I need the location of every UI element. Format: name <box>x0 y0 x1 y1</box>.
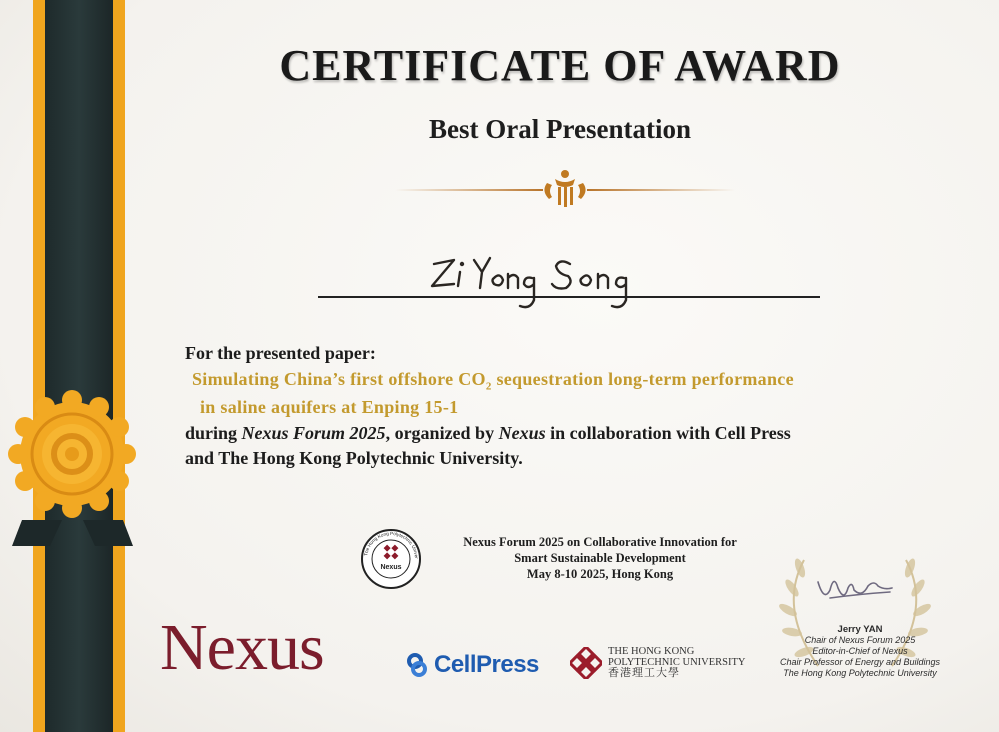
paper-title-part2: sequestration long-term performance <box>491 369 794 389</box>
seal-ring-text: The Hong Kong Polytechnic Univer <box>363 530 420 559</box>
paper-title-line2: in saline aquifers at Enping 15-1 <box>200 396 459 417</box>
university-seal-icon <box>360 528 422 590</box>
recipient-name-underline <box>318 296 820 298</box>
forum-line2: Smart Sustainable Development <box>514 551 686 565</box>
during-prefix: during <box>185 423 242 443</box>
organizer-name: Nexus <box>498 423 546 443</box>
signer-block <box>760 624 960 679</box>
paper-title <box>192 369 794 417</box>
cellpress-text: CellPress <box>434 651 539 678</box>
forum-line1: Nexus Forum 2025 on Collaborative Innovation for <box>463 535 737 549</box>
event-description <box>185 421 945 471</box>
gold-medal-icon <box>8 390 136 518</box>
presented-paper-label: For the presented paper: <box>185 343 376 363</box>
ribbon-dark-band <box>45 0 113 732</box>
polyu-line1: THE HONG KONG <box>608 646 695 657</box>
signer-role1: Chair of Nexus Forum 2025 <box>804 635 916 645</box>
signer-role3: Chair Professor of Energy and Buildings <box>779 657 941 667</box>
forum-info <box>440 534 760 582</box>
cellpress-logo <box>405 651 539 679</box>
paper-title-part1: Simulating China’s first offshore CO <box>192 369 486 389</box>
during-line2: and The Hong Kong Polytechnic University. <box>185 448 523 468</box>
certificate-title: CERTIFICATE OF AWARD <box>279 41 841 90</box>
during-mid: , organized by <box>385 423 499 443</box>
signer-role4: The Hong Kong Polytechnic University <box>783 668 937 678</box>
cellpress-mark-icon <box>405 652 431 678</box>
polyu-line2: POLYTECHNIC UNIVERSITY <box>608 657 746 668</box>
nexus-logo: Nexus <box>160 611 324 684</box>
paper-title-subscript: 2 <box>485 380 492 393</box>
signature-scribble <box>818 581 892 598</box>
polyu-chinese-name: 香港理工大學 <box>608 667 680 679</box>
forum-dates: May 8-10 2025, Hong Kong <box>526 567 674 581</box>
signer-name: Jerry YAN <box>837 624 883 635</box>
forum-name: Nexus Forum 2025 <box>241 423 386 443</box>
during-suffix: in collaboration with Cell Press <box>545 423 791 443</box>
polyu-mark-icon <box>570 647 602 679</box>
polyu-logo <box>570 646 745 679</box>
polyu-text <box>608 646 745 679</box>
award-subtitle: Best Oral Presentation <box>429 114 691 144</box>
seal-center-text: Nexus <box>380 564 402 571</box>
signer-role2: Editor-in-Chief of Nexus <box>812 646 908 656</box>
recipient-handwritten-name <box>420 242 650 322</box>
ornament-divider-icon <box>395 165 735 211</box>
